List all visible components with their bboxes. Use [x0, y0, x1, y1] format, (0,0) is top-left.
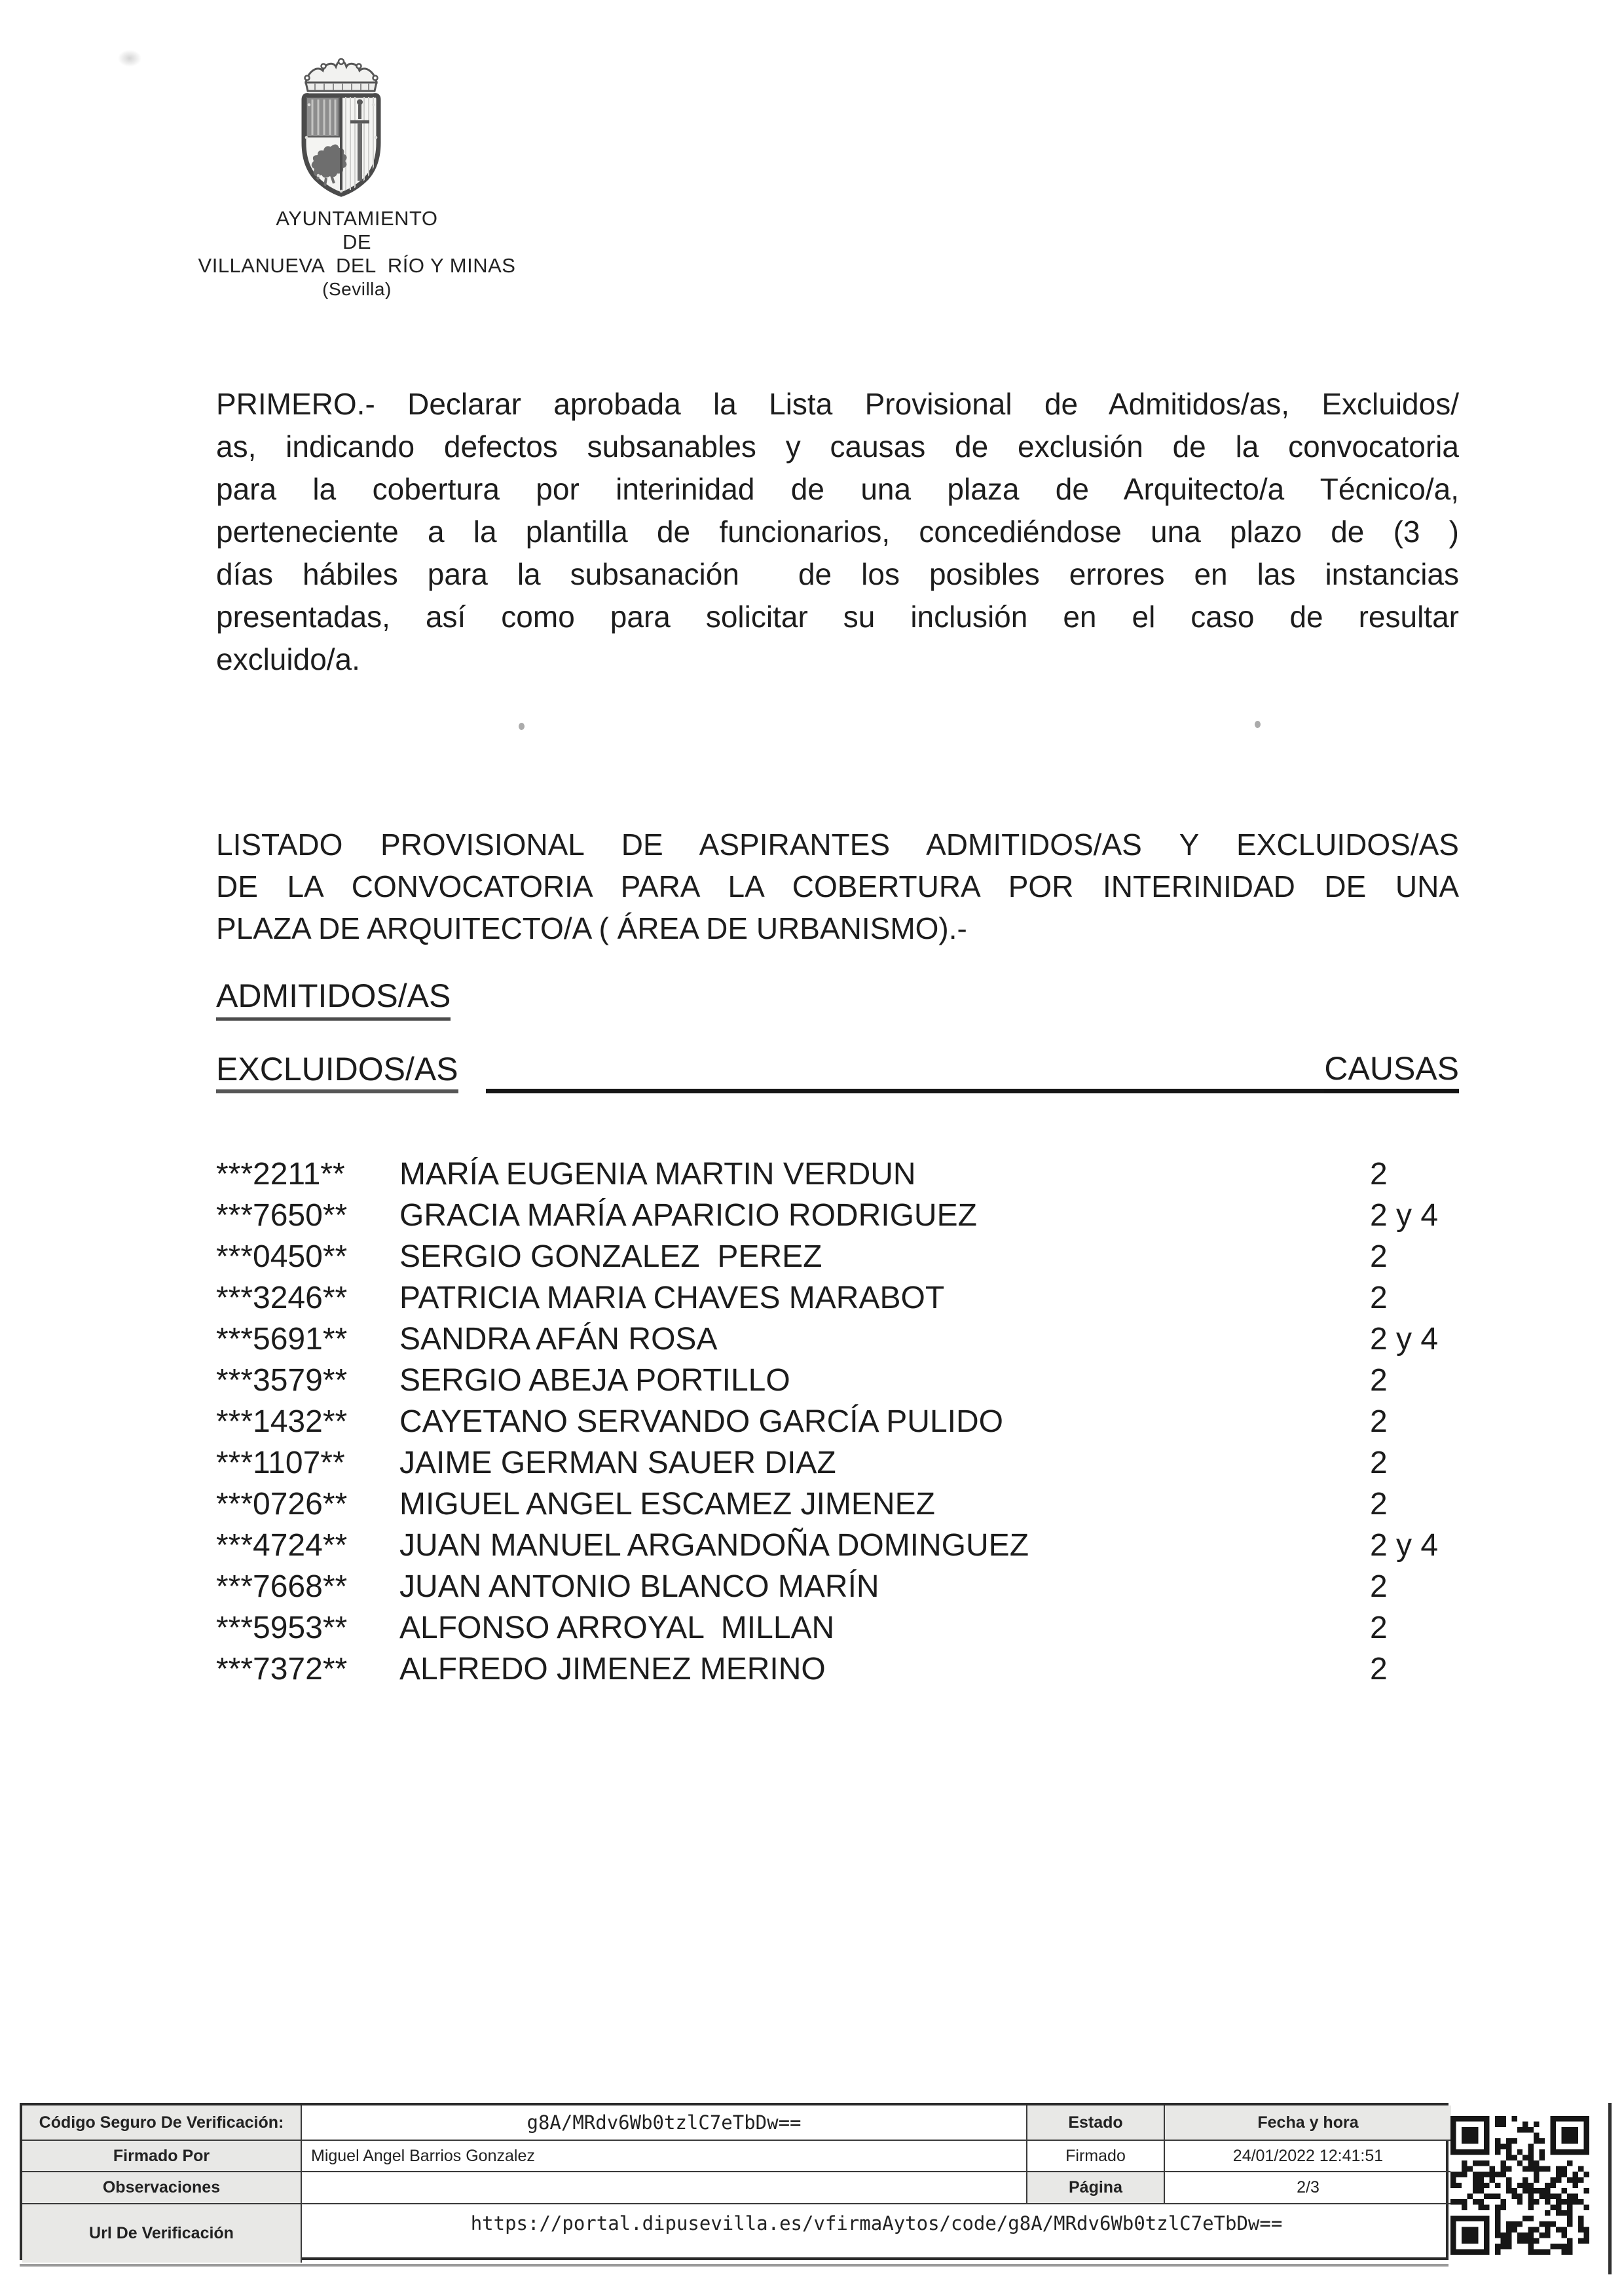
excluded-row	[216, 1566, 1460, 1607]
paragraph-line: perteneciente a la plantilla de funcionarios, concediéndose una plazo de (3 )	[216, 515, 1459, 549]
excluded-causes: 2	[1370, 1569, 1388, 1604]
excluded-row	[216, 1360, 1460, 1401]
excluidos-label: EXCLUIDOS/AS	[216, 1050, 458, 1093]
excluded-causes: 2	[1370, 1281, 1388, 1315]
excluded-row	[216, 1649, 1460, 1690]
excluded-row	[216, 1442, 1460, 1484]
url-label: Url De Verificación	[22, 2204, 302, 2263]
observaciones-label: Observaciones	[22, 2172, 302, 2204]
excluded-name: GRACIA MARÍA APARICIO RODRIGUEZ	[399, 1198, 977, 1233]
fecha-header: Fecha y hora	[1165, 2105, 1451, 2141]
pagina-label: Página	[1027, 2172, 1165, 2204]
estado-value: Firmado	[1027, 2141, 1165, 2172]
excluded-causes: 2 y 4	[1370, 1322, 1439, 1357]
scan-smudge	[118, 50, 141, 67]
excluded-id: ***1432**	[216, 1404, 348, 1439]
excluded-id: ***5691**	[216, 1322, 348, 1357]
paragraph-line: PRIMERO.- Declarar aprobada la Lista Provisional de Admitidos/as, Excluidos/	[216, 387, 1459, 421]
excluded-name: JAIME GERMAN SAUER DIAZ	[399, 1446, 836, 1480]
header-rule	[486, 1089, 1459, 1093]
org-line: (Sevilla)	[322, 279, 392, 299]
paragraph-line: DE LA CONVOCATORIA PARA LA COBERTURA POR INTERINIDAD DE UNA	[216, 869, 1459, 903]
excluded-causes: 2	[1370, 1404, 1388, 1439]
excluded-id: ***7650**	[216, 1198, 348, 1233]
table-shadow-line	[20, 2264, 1449, 2267]
excluded-causes: 2	[1370, 1446, 1388, 1480]
qr-code	[1450, 2116, 1589, 2255]
excluded-row	[216, 1607, 1460, 1649]
organization-header	[160, 207, 553, 301]
paragraph-line: presentadas, así como para solicitar su inclusión en el caso de resultar	[216, 600, 1459, 634]
excluded-name: PATRICIA MARIA CHAVES MARABOT	[399, 1281, 945, 1315]
scan-speck	[519, 723, 525, 730]
paragraph-line: para la cobertura por interinidad de una plaza de Arquitecto/a Técnico/a,	[216, 472, 1459, 506]
excluded-name: MIGUEL ANGEL ESCAMEZ JIMENEZ	[399, 1487, 935, 1522]
url-value: https://portal.dipusevilla.es/vfirmaAytos/code/g8A/MRdv6Wb0tzlC7eTbDw==	[470, 2212, 1283, 2234]
excluded-id: ***3246**	[216, 1281, 348, 1315]
admitidos-heading	[216, 977, 451, 1021]
excluded-id: ***7668**	[216, 1569, 348, 1604]
excluded-name: ALFREDO JIMENEZ MERINO	[399, 1652, 826, 1686]
verification-table	[20, 2103, 1449, 2260]
excluded-row	[216, 1236, 1460, 1277]
excluded-id: ***5953**	[216, 1611, 348, 1645]
firmado-label: Firmado Por	[22, 2141, 302, 2172]
paragraph-line: excluido/a.	[216, 642, 360, 676]
excluded-name: SERGIO GONZALEZ PEREZ	[399, 1239, 822, 1274]
listado-heading	[216, 824, 1459, 949]
excluded-row	[216, 1154, 1460, 1195]
excluded-name: JUAN MANUEL ARGANDOÑA DOMINGUEZ	[399, 1528, 1029, 1563]
excluded-name: CAYETANO SERVANDO GARCÍA PULIDO	[399, 1404, 1003, 1439]
excluded-row	[216, 1277, 1460, 1319]
excluded-causes: 2	[1370, 1239, 1388, 1274]
excluded-id: ***0450**	[216, 1239, 348, 1274]
paragraph-line: días hábiles para la subsanación de los posibles errores en las instancias	[216, 557, 1459, 591]
excluded-list	[216, 1154, 1460, 1690]
excluded-causes: 2 y 4	[1370, 1528, 1439, 1563]
excluded-causes: 2 y 4	[1370, 1198, 1439, 1233]
excluded-causes: 2	[1370, 1487, 1388, 1522]
org-line: AYUNTAMIENTO	[276, 207, 438, 230]
scan-speck	[1255, 721, 1261, 728]
page-edge-line	[1608, 2103, 1612, 2274]
admitidos-label: ADMITIDOS/AS	[216, 977, 451, 1021]
excluded-row	[216, 1319, 1460, 1360]
excluded-causes: 2	[1370, 1652, 1388, 1686]
excluded-causes: 2	[1370, 1363, 1388, 1398]
excluded-name: SANDRA AFÁN ROSA	[399, 1322, 718, 1357]
estado-header: Estado	[1027, 2105, 1165, 2141]
pagina-value: 2/3	[1165, 2172, 1451, 2204]
excluded-name: JUAN ANTONIO BLANCO MARÍN	[399, 1569, 879, 1604]
csv-label: Código Seguro De Verificación:	[22, 2105, 302, 2141]
excluded-row	[216, 1525, 1460, 1566]
excluded-id: ***7372**	[216, 1652, 348, 1686]
excluded-id: ***2211**	[216, 1157, 345, 1192]
paragraph-line: as, indicando defectos subsanables y causas de exclusión de la convocatoria	[216, 429, 1459, 464]
excluded-row	[216, 1484, 1460, 1525]
excluded-row	[216, 1195, 1460, 1236]
org-line: VILLANUEVA DEL RÍO Y MINAS	[198, 254, 516, 277]
excluded-causes: 2	[1370, 1611, 1388, 1645]
excluded-id: ***1107**	[216, 1446, 345, 1480]
excluded-causes: 2	[1370, 1157, 1388, 1192]
excluded-name: ALFONSO ARROYAL MILLAN	[399, 1611, 835, 1645]
excluded-name: MARÍA EUGENIA MARTIN VERDUN	[399, 1157, 916, 1192]
csv-value: g8A/MRdv6Wb0tzlC7eTbDw==	[302, 2105, 1027, 2141]
excluded-id: ***3579**	[216, 1363, 348, 1398]
fecha-value: 24/01/2022 12:41:51	[1165, 2141, 1451, 2172]
coat-of-arms-icon	[298, 54, 384, 198]
excluidos-causas-header	[216, 1051, 1459, 1093]
observaciones-value	[302, 2172, 1027, 2204]
primero-paragraph	[216, 383, 1459, 681]
firmado-value: Miguel Angel Barrios Gonzalez	[302, 2141, 1027, 2172]
paragraph-line: PLAZA DE ARQUITECTO/A ( ÁREA DE URBANISMO).-	[216, 911, 967, 945]
excluded-name: SERGIO ABEJA PORTILLO	[399, 1363, 790, 1398]
org-line: DE	[342, 230, 372, 253]
causas-label: CAUSAS	[1324, 1049, 1459, 1093]
excluded-id: ***0726**	[216, 1487, 348, 1522]
excluded-id: ***4724**	[216, 1528, 348, 1563]
excluded-row	[216, 1401, 1460, 1442]
paragraph-line: LISTADO PROVISIONAL DE ASPIRANTES ADMITIDOS/AS Y EXCLUIDOS/AS	[216, 828, 1459, 862]
